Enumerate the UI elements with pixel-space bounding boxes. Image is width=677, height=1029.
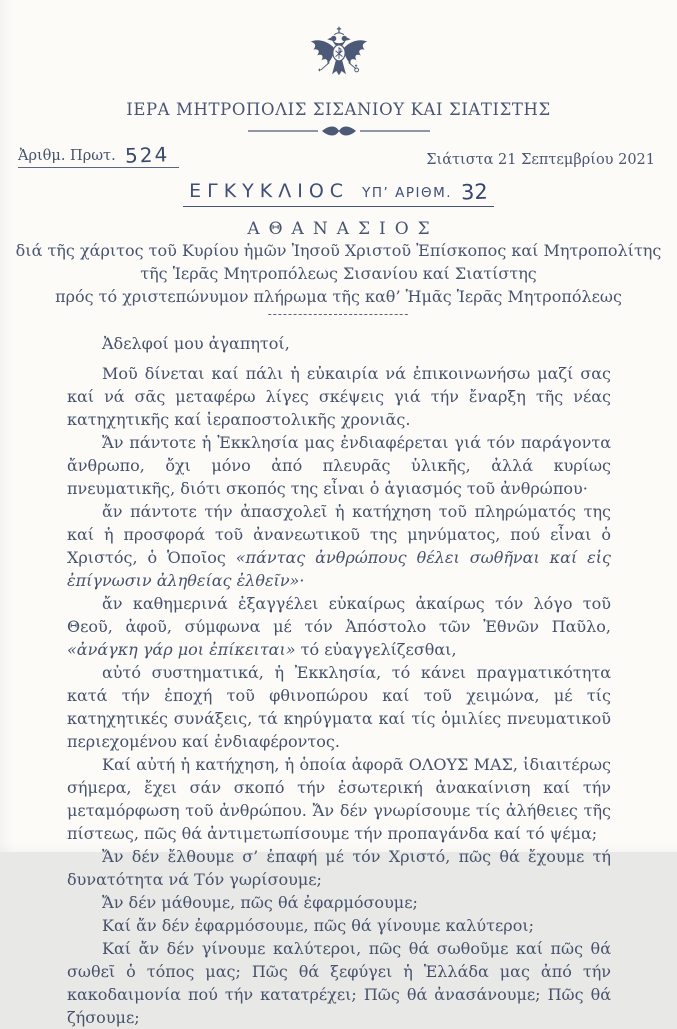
paragraph: Καί ἄν δέν γίνουμε καλύτεροι, πῶς θά σωθοῦμε καί πῶς θά σωθεῖ ὁ τόπος μας; Πῶς θά ξεφύγει ἡ Ἑλλάδα μας ἀπό τήν κακοδαιμονία πού τήν κατατρέχει; Πῶς θά ἀνασάνουμε; Πῶς θά ζήσουμε; <box>67 939 611 1027</box>
paragraph: αὐτό συστηματικά, ἡ Ἐκκλησία, τό κάνει πραγματικότητα κατά τήν ἐποχή τοῦ φθινοπώρου καί τοῦ χειμώνα, μέ τίς κατηχητικές συνάξεις, τά κηρύγματα καί τίς ὁμιλίες πνευματικοῦ περιεχομένου καί ἐνδιαφέροντος. <box>67 663 611 751</box>
paragraph: Καί ἄν δέν ἐφαρμόσουμε, πῶς θά γίνουμε καλύτεροι; <box>102 916 534 935</box>
letterhead <box>0 0 677 142</box>
title-word: ΕΓΚΥΚΛΙΟC <box>189 180 350 202</box>
salutation: Ἀδελφοί μου ἀγαπητοί, <box>102 334 290 353</box>
paragraph: Ἄν δέν μάθουμε, πῶς θά ἐφαρμόσουμε; <box>102 893 418 912</box>
document-meta-row <box>0 142 677 168</box>
place-and-date: Σιάτιστα 21 Σεπτεμβρίου 2021 <box>426 152 655 168</box>
paragraph: ἄν καθημερινά ἐξαγγέλει εὐκαίρως ἀκαίρως τόν λόγο τοῦ Θεοῦ, ἀφοῦ, σύμφωνα μέ τόν Ἀπόστολο τῶν Ἐθνῶν Παῦλο, «ἀνάγκη γάρ μοι ἐπίκειται» τό εὐαγγελίζεσθαι, <box>67 594 611 659</box>
paragraph: Ἄν δέν ἔλθουμε σ’ ἐπαφή μέ τόν Χριστό, πῶς θά ἔχουμε τή δυνατότητα νά Τόν γωρίσουμε; <box>67 847 611 889</box>
protocol-number-handwritten: 524 <box>124 142 170 168</box>
letter-body <box>0 332 677 1029</box>
protocol-label: Ἀριθμ. Πρωτ. <box>18 148 116 164</box>
addressing-line: διά τῆς χάριτος τοῦ Κυρίου ἡμῶν Ἰησοῦ Χριστοῦ Ἐπίσκοπος καί Μητροπολίτης <box>15 241 662 260</box>
paragraph: Καί αὐτή ἡ κατήχηση, ἡ ὁποία ἀφορᾶ ΟΛΟΥΣ ΜΑΣ, ἰδιαιτέρως σήμερα, ἔχει σάν σκοπό τήν ἐσωτερική ἀνακαίνιση καί τήν μεταμόρφωση τοῦ ἀνθρώπου. Ἄν δέν γνωρίσουμε τίς ἀλήθειες τῆς πίστεως, πῶς θά ἀντιμετωπίσουμε τήν προπαγάνδα καί τό ψέμα; <box>67 755 611 843</box>
addressing-line: πρός τό χριστεπώνυμον πλήρωμα τῆς καθ’ Ἡμᾶς Ἱερᾶς Μητροπόλεως <box>55 287 622 306</box>
title-sub: ΥΠ’ ΑΡΙΘΜ. <box>362 185 453 201</box>
body-paragraphs <box>67 362 611 1029</box>
ornamental-divider-icon <box>0 123 677 142</box>
protocol-number-field <box>18 142 179 168</box>
addressing-line: τῆς Ἱερᾶς Μητροπόλεως Σισανίου καί Σιατίστης <box>140 264 537 283</box>
bishop-name: ΑΘΑΝΑΣΙΟΣ <box>247 219 439 239</box>
addressing-block <box>0 219 677 320</box>
paragraph: Μοῦ δίνεται καί πάλι ἡ εὐκαιρία νά ἐπικοινωνήσω μαζί σας καί νά σᾶς μεταφέρω λίγες σκέψεις γιά τήν ἔναρξη τῆς νέας κατηχητικῆς καί ἱεραποστολικῆς χρονιᾶς. <box>67 364 611 429</box>
paragraph: ἄν πάντοτε τήν ἀπασχολεῖ ἡ κατήχηση τοῦ πληρώματός της καί ἡ προσφορά τοῦ ἀνανεωτικοῦ της μηνύματος, πού εἶναι ὁ Χριστός, ὁ Ὁποῖος «πάντας ἀνθρώπους θέλει σωθῆναι καί εἰς ἐπίγνωσιν ἀληθείας ἐλθεῖν»· <box>67 502 611 590</box>
paragraph: Ἄν πάντοτε ἡ Ἐκκλησία μας ἐνδιαφέρεται γιά τόν παράγοντα ἄνθρωπο, ὄχι μόνο ἀπό πλευρᾶς ὑλικῆς, ἀλλά κυρίως πνευματικῆς, διότι σκοπός της εἶναι ὁ ἁγιασμός τοῦ ἀνθρώπου· <box>67 433 611 498</box>
double-headed-eagle-emblem-icon <box>307 20 371 94</box>
title-number-handwritten: 32 <box>460 179 489 205</box>
metropolis-name: ΙΕΡΑ ΜΗΤΡΟΠΟΛΙΣ ΣΙΣΑΝΙΟΥ ΚΑΙ ΣΙΑΤΙΣΤΗΣ <box>126 100 551 119</box>
dash-separator: ---------------------------- <box>267 307 410 321</box>
encyclical-title <box>0 180 677 207</box>
